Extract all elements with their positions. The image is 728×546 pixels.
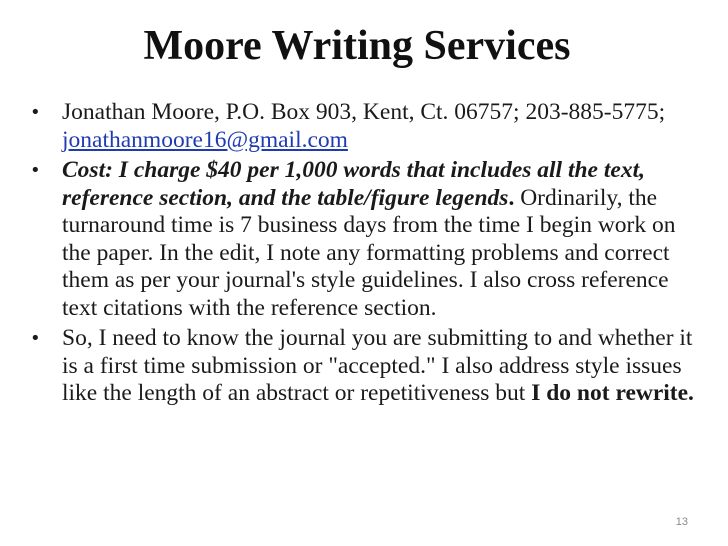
cost-details: Ordinarily, the turnaround time is 7 business days from the time I begin work on the paper. In the edit, I note any formatting problems and correct them as per your journal's style guidelines. I also cross reference text citations with the reference section.: [62, 184, 676, 321]
bullet-cost: [24, 157, 696, 322]
slide-title: Moore Writing Services: [143, 23, 571, 69]
bullet-list: [24, 99, 696, 411]
contact-text: Jonathan Moore, P.O. Box 903, Kent, Ct. 06757; 203-885-5775;: [62, 99, 666, 125]
no-rewrite-text: I do not rewrite.: [531, 380, 694, 406]
page-number: 13: [675, 516, 688, 528]
bullet-icon: •: [30, 328, 41, 349]
bullet-icon: •: [30, 160, 41, 181]
cost-emphasis: Cost: I charge $40 per 1,000 words that includes all the text, reference section, and the table/figure legends: [62, 157, 645, 211]
journal-text: So, I need to know the journal you are submitting to and whether it is a first time submission or "accepted." I also address style issues like the length of an abstract or repetitiveness but: [62, 325, 693, 406]
bullet-journal: [24, 325, 696, 408]
email-link[interactable]: jonathanmoore16@gmail.com: [62, 126, 348, 153]
cost-period: .: [508, 184, 515, 211]
bullet-contact: [24, 99, 696, 154]
bullet-icon: •: [30, 102, 41, 123]
